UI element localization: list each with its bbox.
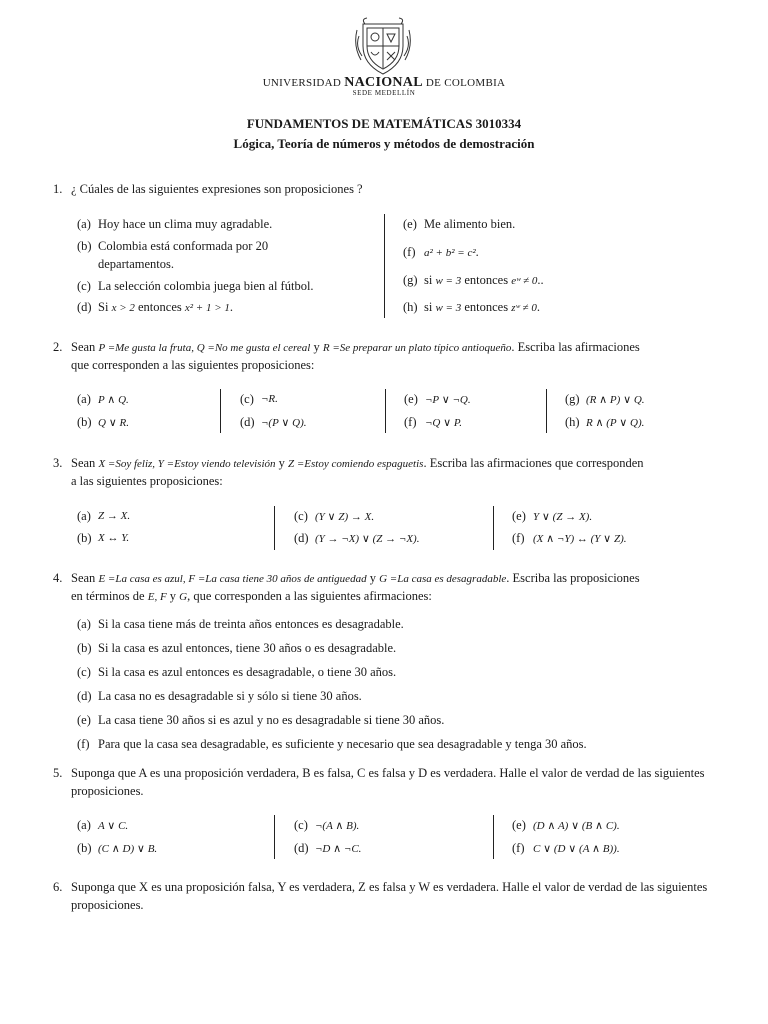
q1-item-d-mid: entonces xyxy=(134,300,185,314)
q1-item-h-pre: si xyxy=(424,300,436,314)
q1-item-h-math2: zʷ ≠ 0 xyxy=(511,302,537,314)
q3-item-c-label: (c) xyxy=(294,509,308,523)
q5-item-e-label: (e) xyxy=(512,818,526,832)
q1-item-d-text xyxy=(98,300,233,315)
q1-item-e-label: (e) xyxy=(403,217,417,231)
q2-item-c-label: (c) xyxy=(240,392,254,406)
q4-item-f-text: Para que la casa sea desagradable, es suficiente y necesario que sea desagradable y tenga 30 años. xyxy=(98,737,587,751)
q4-line1-pre: Sean xyxy=(71,571,99,585)
q3-divider-1 xyxy=(274,506,275,550)
q1-item-d-post: . xyxy=(229,300,234,314)
q1-item-g-label: (g) xyxy=(403,273,418,287)
q5-item-d-math: ¬D ∧ ¬C. xyxy=(315,843,362,855)
q2-item-h-label: (h) xyxy=(565,415,580,429)
q6-number: 6. xyxy=(53,880,63,894)
q4-item-e-label: (e) xyxy=(77,713,91,727)
q4-item-f-label: (f) xyxy=(77,737,90,751)
q3-item-f-label: (f) xyxy=(512,531,525,545)
q4-line1-math2: G =La casa es desagradable xyxy=(379,573,507,585)
q5-divider-2 xyxy=(493,815,494,859)
q2-line1-math: P =Me gusta la fruta, Q =No me gusta el cereal xyxy=(98,342,311,354)
q3-line1-math2: Z =Estoy comiendo espaguetis xyxy=(288,458,424,470)
q3-item-c-math: (Y ∨ Z) → X. xyxy=(315,511,375,523)
q2-item-a-math: P ∧ Q. xyxy=(98,394,129,406)
q5-item-a-math: A ∨ C. xyxy=(98,820,129,832)
q3-item-b-math: X ↔ Y. xyxy=(98,532,130,544)
q3-line1-post: . Escriba las afirmaciones que corresponden xyxy=(423,456,644,470)
university-name-main: NACIONAL xyxy=(344,75,423,90)
q1-item-f-text xyxy=(424,245,479,260)
q1-item-g-mid: entonces xyxy=(461,273,512,287)
q3-item-d-math: (Y → ¬X) ∨ (Z → ¬X). xyxy=(315,533,420,545)
q1-item-a-text: Hoy hace un clima muy agradable. xyxy=(98,217,273,231)
q4-item-d-text: La casa no es desagradable si y sólo si tiene 30 años. xyxy=(98,689,362,703)
q3-item-d-label: (d) xyxy=(294,531,309,545)
q5-line2: proposiciones. xyxy=(71,784,144,798)
q1-item-d-math2: x² + 1 > 1 xyxy=(184,302,230,314)
q2-item-a-label: (a) xyxy=(77,392,91,406)
campus-name: SEDE MEDELLÍN xyxy=(352,89,416,97)
q4-line1-math: E =La casa es azul, F =La casa tiene 30 años de antiguedad xyxy=(98,573,367,585)
q1-item-h-label: (h) xyxy=(403,300,418,314)
q5-item-d-label: (d) xyxy=(294,841,309,855)
q2-item-e-math: ¬P ∨ ¬Q. xyxy=(425,394,471,406)
q4-line2-math2: G xyxy=(179,591,188,603)
q2-item-b-label: (b) xyxy=(77,415,92,429)
q2-item-f-label: (f) xyxy=(404,415,417,429)
q2-item-g-math: (R ∧ P) ∨ Q. xyxy=(586,394,645,406)
q3-number: 3. xyxy=(53,456,63,470)
q4-item-d-label: (d) xyxy=(77,689,92,703)
q1-item-c-label: (c) xyxy=(77,279,91,293)
q1-item-h-post: . xyxy=(536,300,540,314)
q3-item-a-label: (a) xyxy=(77,509,91,523)
q1-item-g-pre: si xyxy=(424,273,436,287)
q1-item-c-text: La selección colombia juega bien al fútbol. xyxy=(98,279,314,293)
q3-line1 xyxy=(71,456,644,471)
q4-item-a-text: Si la casa tiene más de treinta años entonces es desagradable. xyxy=(98,617,404,631)
q1-number: 1. xyxy=(53,182,63,196)
page-title: FUNDAMENTOS DE MATEMÁTICAS 3010334 xyxy=(246,116,522,131)
q4-line2-pre: en términos de xyxy=(71,589,148,603)
q4-line2-post: , que corresponden a las siguientes afirmaciones: xyxy=(187,589,432,603)
q4-item-b-label: (b) xyxy=(77,641,92,655)
q1-item-g-post: .. xyxy=(537,273,544,287)
q2-number: 2. xyxy=(53,340,63,354)
q6-line2: proposiciones. xyxy=(71,898,144,912)
q3-item-e-math: Y ∨ (Z → X). xyxy=(533,511,593,523)
q3-item-b-label: (b) xyxy=(77,531,92,545)
q1-item-b-text: Colombia está conformada por 20 xyxy=(98,239,269,253)
q1-item-f-label: (f) xyxy=(403,245,416,259)
q2-line2: que corresponden a las siguientes proposiciones: xyxy=(71,358,315,372)
q1-item-e-text: Me alimento bien. xyxy=(424,217,516,231)
q5-item-e-math: (D ∧ A) ∨ (B ∧ C). xyxy=(533,820,620,832)
q1-item-f-post: . xyxy=(475,245,479,259)
q3-item-a-math: Z → X. xyxy=(98,510,131,522)
q2-divider-1 xyxy=(220,389,221,433)
q3-line1-math: X =Soy feliz, Y =Estoy viendo televisión xyxy=(98,458,276,470)
q3-line1-y: y xyxy=(275,456,288,470)
q1-column-divider xyxy=(384,214,385,318)
q3-item-e-label: (e) xyxy=(512,509,526,523)
q4-line1 xyxy=(71,571,640,586)
university-suffix: DE COLOMBIA xyxy=(425,77,506,89)
q1-item-d-label: (d) xyxy=(77,300,92,314)
q2-item-b-math: Q ∨ R. xyxy=(98,417,129,429)
q2-item-d-math: ¬(P ∨ Q). xyxy=(261,417,307,429)
q2-item-g-label: (g) xyxy=(565,392,580,406)
q5-number: 5. xyxy=(53,766,63,780)
q4-item-a-label: (a) xyxy=(77,617,91,631)
q5-item-f-label: (f) xyxy=(512,841,525,855)
q1-text: ¿ Cúales de las siguientes expresiones son proposiciones ? xyxy=(71,182,363,196)
q2-item-f-math: ¬Q ∨ P. xyxy=(425,417,462,429)
q1-item-g-text xyxy=(424,273,544,288)
university-seal-logo xyxy=(351,16,415,78)
q3-line2: a las siguientes proposiciones: xyxy=(71,474,223,488)
q5-item-a-label: (a) xyxy=(77,818,91,832)
q1-item-h-text xyxy=(424,300,540,315)
q2-line1-pre: Sean xyxy=(71,340,99,354)
q5-item-c-math: ¬(A ∧ B). xyxy=(315,820,360,832)
q2-item-d-label: (d) xyxy=(240,415,255,429)
q2-line1-math2: R =Se preparar un plato típico antioqueño xyxy=(322,342,512,354)
q2-item-h-math: R ∧ (P ∨ Q). xyxy=(586,417,645,429)
q4-item-c-label: (c) xyxy=(77,665,91,679)
q1-item-d-pre: Si xyxy=(98,300,112,314)
q1-item-d-math: x > 2 xyxy=(111,302,135,314)
q1-item-h-mid: entonces xyxy=(461,300,512,314)
q3-item-f-math: (X ∧ ¬Y) ↔ (Y ∨ Z). xyxy=(533,533,627,545)
page-subtitle: Lógica, Teoría de números y métodos de demostración xyxy=(233,136,535,151)
q2-line1 xyxy=(71,340,640,355)
q6-line1: Suponga que X es una proposición falsa, Y es verdadera, Z es falsa y W es verdadera. Halle el valor de verdad de las siguientes xyxy=(71,880,708,894)
q4-number: 4. xyxy=(53,571,63,585)
q2-divider-2 xyxy=(385,389,386,433)
q1-item-h-math: w = 3 xyxy=(435,302,462,314)
q4-line2-y: y xyxy=(166,589,180,603)
q5-item-f-math: C ∨ (D ∨ (A ∧ B)). xyxy=(533,843,620,855)
q1-item-a-label: (a) xyxy=(77,217,91,231)
q5-line1: Suponga que A es una proposición verdadera, B es falsa, C es falsa y D es verdadera. Halle el valor de verdad de las siguientes xyxy=(71,766,705,780)
q2-item-c-math: ¬R. xyxy=(261,393,278,405)
q4-line1-y: y xyxy=(366,571,380,585)
q5-divider-1 xyxy=(274,815,275,859)
q1-item-f-math: a² + b² = c² xyxy=(424,247,476,259)
q4-line2 xyxy=(71,589,432,604)
q2-divider-3 xyxy=(546,389,547,433)
q2-item-e-label: (e) xyxy=(404,392,418,406)
q2-line1-post: . Escriba las afirmaciones xyxy=(511,340,640,354)
q1-item-g-math: w = 3 xyxy=(435,275,462,287)
q1-item-b-text-cont: departamentos. xyxy=(98,257,175,271)
q4-line1-post: . Escriba las proposiciones xyxy=(506,571,640,585)
q5-item-c-label: (c) xyxy=(294,818,308,832)
q4-item-c-text: Si la casa es azul entonces es desagradable, o tiene 30 años. xyxy=(98,665,397,679)
q5-item-b-math: (C ∧ D) ∨ B. xyxy=(98,843,158,855)
q1-item-g-math2: eʷ ≠ 0 xyxy=(511,275,538,287)
q3-line1-pre: Sean xyxy=(71,456,99,470)
q4-line2-math: E, F xyxy=(147,591,167,603)
q2-line1-y: y xyxy=(310,340,323,354)
university-prefix: UNIVERSIDAD xyxy=(262,77,342,89)
q1-item-b-label: (b) xyxy=(77,239,92,253)
q5-item-b-label: (b) xyxy=(77,841,92,855)
q4-item-b-text: Si la casa es azul entonces, tiene 30 años o es desagradable. xyxy=(98,641,397,655)
q4-item-e-text: La casa tiene 30 años si es azul y no es desagradable si tiene 30 años. xyxy=(98,713,445,727)
q3-divider-2 xyxy=(493,506,494,550)
